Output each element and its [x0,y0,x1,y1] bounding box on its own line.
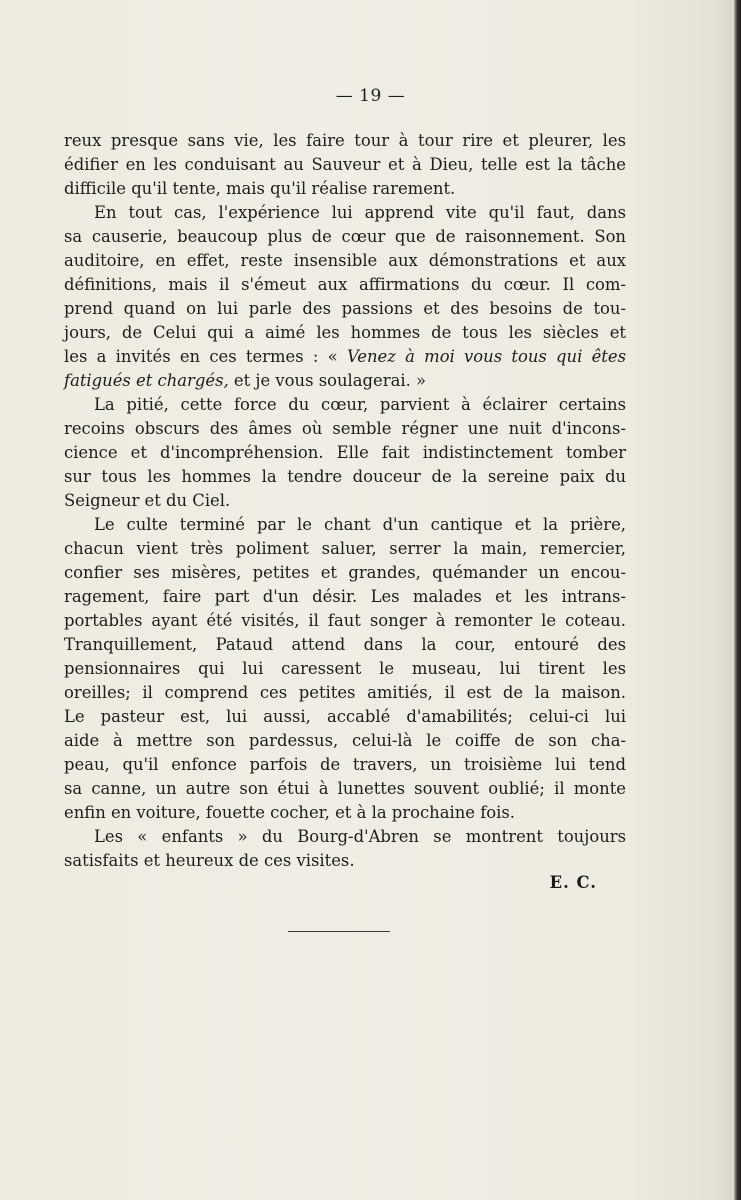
text-line: Le pasteur est, lui aussi, accablé d'amabilités; celui-ci lui [64,707,626,726]
author-signature: E. C. [549,873,597,892]
book-spine-edge [734,0,741,1200]
text-line: sa causerie, beaucoup plus de cœur que de raisonnement. Son [64,227,626,246]
quote-italic: Venez à moi vous tous qui êtes [346,347,626,366]
text-line: En tout cas, l'expérience lui apprend vite qu'il faut, dans [94,203,626,222]
text-line: édifier en les conduisant au Sauveur et à Dieu, telle est la tâche [64,155,626,174]
text-line: Tranquillement, Pataud attend dans la cour, entouré des [64,635,626,654]
text-line: Seigneur et du Ciel. [64,491,231,510]
text-line: satisfaits et heureux de ces visites. [64,851,355,870]
text-line: sa canne, un autre son étui à lunettes souvent oublié; il monte [64,779,626,798]
text-line: sur tous les hommes la tendre douceur de la sereine paix du [64,467,626,486]
text-line: recoins obscurs des âmes où semble régner une nuit d'incons- [64,419,626,438]
text-line-mixed [64,345,626,369]
paragraph-5 [64,825,626,873]
paragraph-3 [64,393,626,513]
text-line: La pitié, cette force du cœur, parvient à éclairer certains [94,395,626,414]
text-line: ragement, faire part d'un désir. Les malades et les intrans- [64,587,626,606]
text-line: portables ayant été visités, il faut songer à remonter le coteau. [64,611,626,630]
body-text [64,129,626,873]
page-number: — 19 — [335,86,406,106]
text-line: peau, qu'il enfonce parfois de travers, un troisième lui tend [64,755,626,774]
paragraph-1 [64,129,626,201]
text-line-mixed [64,369,626,393]
text-line: enfin en voiture, fouette cocher, et à la prochaine fois. [64,803,516,822]
quote-italic: fatigués et chargés, [64,371,229,390]
section-divider [288,931,390,932]
text-line: cience et d'incompréhension. Elle fait indistinctement tomber [64,443,626,462]
text-run: les a invités en ces termes : « [64,347,347,366]
text-line: auditoire, en effet, reste insensible aux démonstrations et aux [64,251,626,270]
text-line: chacun vient très poliment saluer, serrer la main, remercier, [64,539,626,558]
text-line: difficile qu'il tente, mais qu'il réalise rarement. [64,179,456,198]
text-line: oreilles; il comprend ces petites amitiés, il est de la maison. [64,683,626,702]
text-line: aide à mettre son pardessus, celui-là le coiffe de son cha- [64,731,626,750]
text-line: définitions, mais il s'émeut aux affirmations du cœur. Il com- [64,275,626,294]
text-run: et je vous soulagerai. » [228,371,427,390]
paragraph-2 [64,201,626,393]
text-line: jours, de Celui qui a aimé les hommes de tous les siècles et [64,323,626,342]
text-line: pensionnaires qui lui caressent le museau, lui tirent les [64,659,626,678]
text-line: Le culte terminé par le chant d'un cantique et la prière, [94,515,626,534]
paragraph-4 [64,513,626,825]
text-line: confier ses misères, petites et grandes, quémander un encou- [64,563,626,582]
text-line: prend quand on lui parle des passions et des besoins de tou- [64,299,626,318]
text-line: reux presque sans vie, les faire tour à tour rire et pleurer, les [64,131,626,150]
text-line: Les « enfants » du Bourg-d'Abren se montrent toujours [94,827,626,846]
